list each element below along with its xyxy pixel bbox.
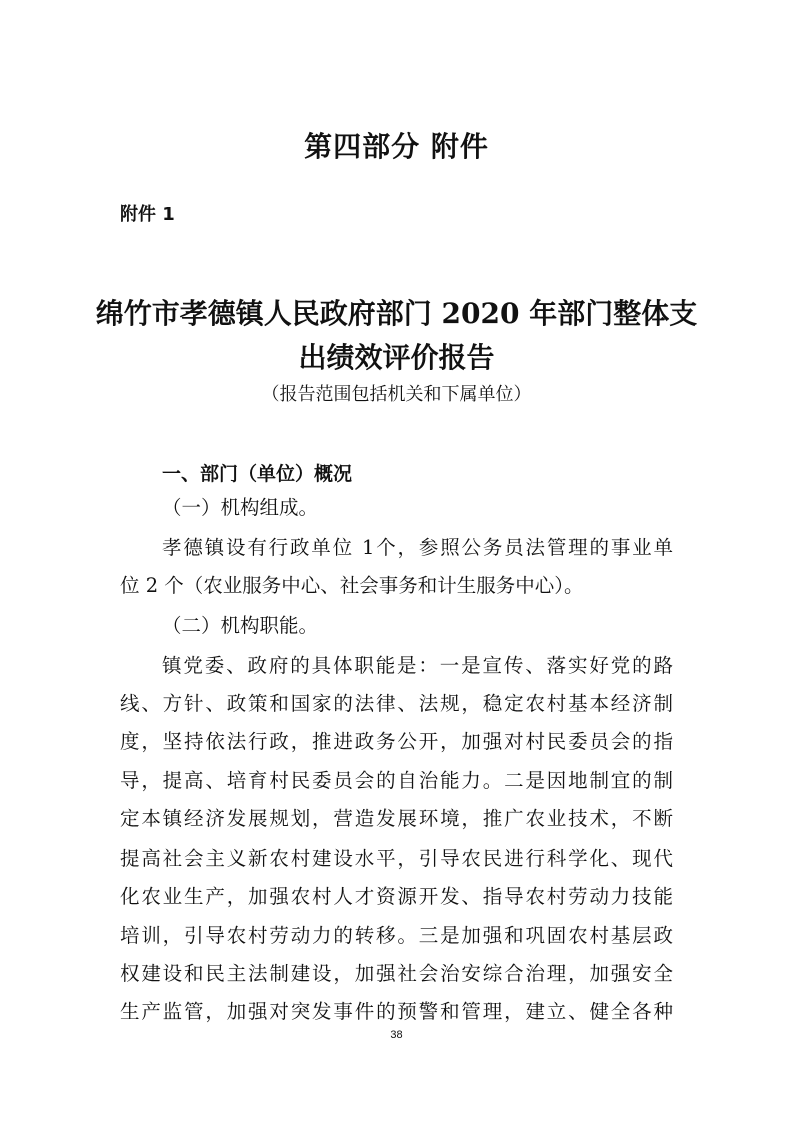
paragraph-line: 度，坚持依法行政，推进政务公开，加强对村民委员会的指 xyxy=(120,730,673,753)
paragraph-line: 化农业生产，加强农村人才资源开发、指导农村劳动力技能 xyxy=(120,885,673,908)
paragraph-line: 权建设和民主法制建设，加强社会治安综合治理，加强安全 xyxy=(120,962,673,985)
paragraph-line: 孝德镇设有行政单位 1个，参照公务员法管理的事业单 xyxy=(162,536,673,559)
attachment-label: 附件 1 xyxy=(120,204,175,225)
report-scope: （报告范围包括机关和下属单位） xyxy=(261,384,532,405)
paragraph-line: 导，提高、培育村民委员会的自治能力。二是因地制宜的制 xyxy=(120,769,673,792)
paragraph-line: 镇党委、政府的具体职能是：一是宣传、落实好党的路 xyxy=(162,654,673,677)
sub2-heading: （二）机构职能。 xyxy=(162,614,319,637)
paragraph-line: 位 2 个（农业服务中心、社会事务和计生服务中心）。 xyxy=(120,574,584,597)
report-title-line2: 出绩效评价报告 xyxy=(298,341,495,374)
section-heading: 一、部门（单位）概况 xyxy=(162,463,353,485)
report-title-line1: 绵竹市孝德镇人民政府部门 2020 年部门整体支 xyxy=(95,297,698,330)
sub1-heading: （一）机构组成。 xyxy=(162,496,319,519)
paragraph-line: 提高社会主义新农村建设水平，引导农民进行科学化、现代 xyxy=(120,847,673,870)
paragraph-line: 定本镇经济发展规划，营造发展环境，推广农业技术，不断 xyxy=(120,807,673,830)
part-title: 第四部分 附件 xyxy=(304,130,489,163)
paragraph-line: 生产监管，加强对突发事件的预警和管理，建立、健全各种 xyxy=(120,1000,673,1023)
page-number: 38 xyxy=(390,1029,403,1041)
paragraph-line: 培训，引导农村劳动力的转移。三是加强和巩固农村基层政 xyxy=(120,924,673,947)
paragraph-line: 线、方针、政策和国家的法律、法规，稳定农村基本经济制 xyxy=(120,692,673,715)
